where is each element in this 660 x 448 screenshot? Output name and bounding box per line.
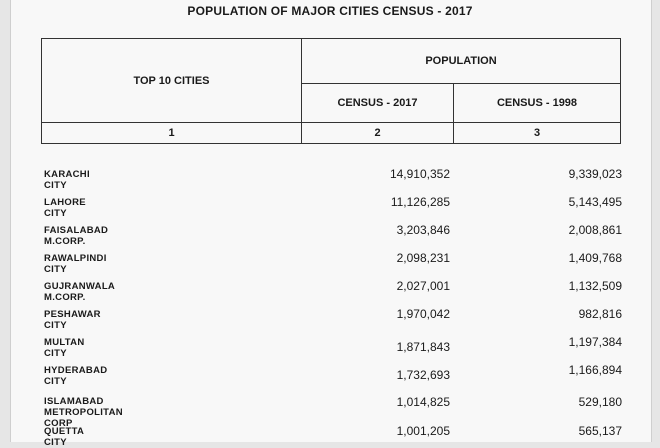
census-1998-value: 982,816	[578, 307, 622, 321]
census-1998-value: 529,180	[578, 395, 622, 409]
column-number-3: 3	[533, 127, 541, 139]
column-number-2: 2	[374, 127, 381, 139]
city-name: HYDERABAD CITY	[44, 365, 108, 387]
census-2017-value: 1,001,205	[396, 424, 450, 438]
census-1998-value: 1,197,384	[568, 335, 622, 349]
city-name: MULTAN CITY	[44, 337, 85, 359]
city-name: LAHORE CITY	[44, 197, 86, 219]
city-name: RAWALPINDI CITY	[44, 253, 107, 275]
column-number-1: 1	[168, 127, 175, 139]
table-header	[41, 38, 621, 144]
census-2017-value: 11,126,285	[390, 195, 450, 209]
census-2017-value: 1,014,825	[396, 395, 450, 409]
header-census-1998: CENSUS - 1998	[496, 97, 578, 109]
census-1998-value: 9,339,023	[568, 167, 622, 181]
census-2017-value: 2,098,231	[396, 251, 450, 265]
census-1998-value: 565,137	[578, 424, 622, 438]
census-2017-value: 1,871,843	[396, 340, 450, 354]
census-1998-value: 2,008,861	[568, 223, 622, 237]
header-census-2017: CENSUS - 2017	[337, 97, 418, 109]
census-1998-value: 1,166,894	[568, 363, 622, 377]
city-name: QUETTA CITY	[44, 426, 84, 448]
header-top-10-cities: TOP 10 CITIES	[133, 74, 210, 87]
census-2017-value: 1,970,042	[396, 307, 450, 321]
city-name: PESHAWAR CITY	[44, 309, 101, 331]
census-2017-value: 14,910,352	[389, 167, 450, 181]
census-1998-value: 5,143,495	[568, 195, 622, 209]
city-name: FAISALABAD M.CORP.	[44, 225, 109, 247]
page-title: POPULATION OF MAJOR CITIES CENSUS - 2017	[187, 4, 473, 18]
census-1998-value: 1,132,509	[568, 279, 622, 293]
city-name: ISLAMABAD METROPOLITAN CORP	[44, 396, 123, 429]
census-2017-value: 1,732,693	[396, 368, 450, 382]
census-1998-value: 1,409,768	[568, 251, 622, 265]
city-name: KARACHI CITY	[44, 169, 90, 191]
city-name: GUJRANWALA M.CORP.	[44, 281, 115, 303]
header-population: POPULATION	[425, 55, 497, 67]
census-2017-value: 3,203,846	[396, 223, 450, 237]
census-2017-value: 2,027,001	[396, 279, 450, 293]
